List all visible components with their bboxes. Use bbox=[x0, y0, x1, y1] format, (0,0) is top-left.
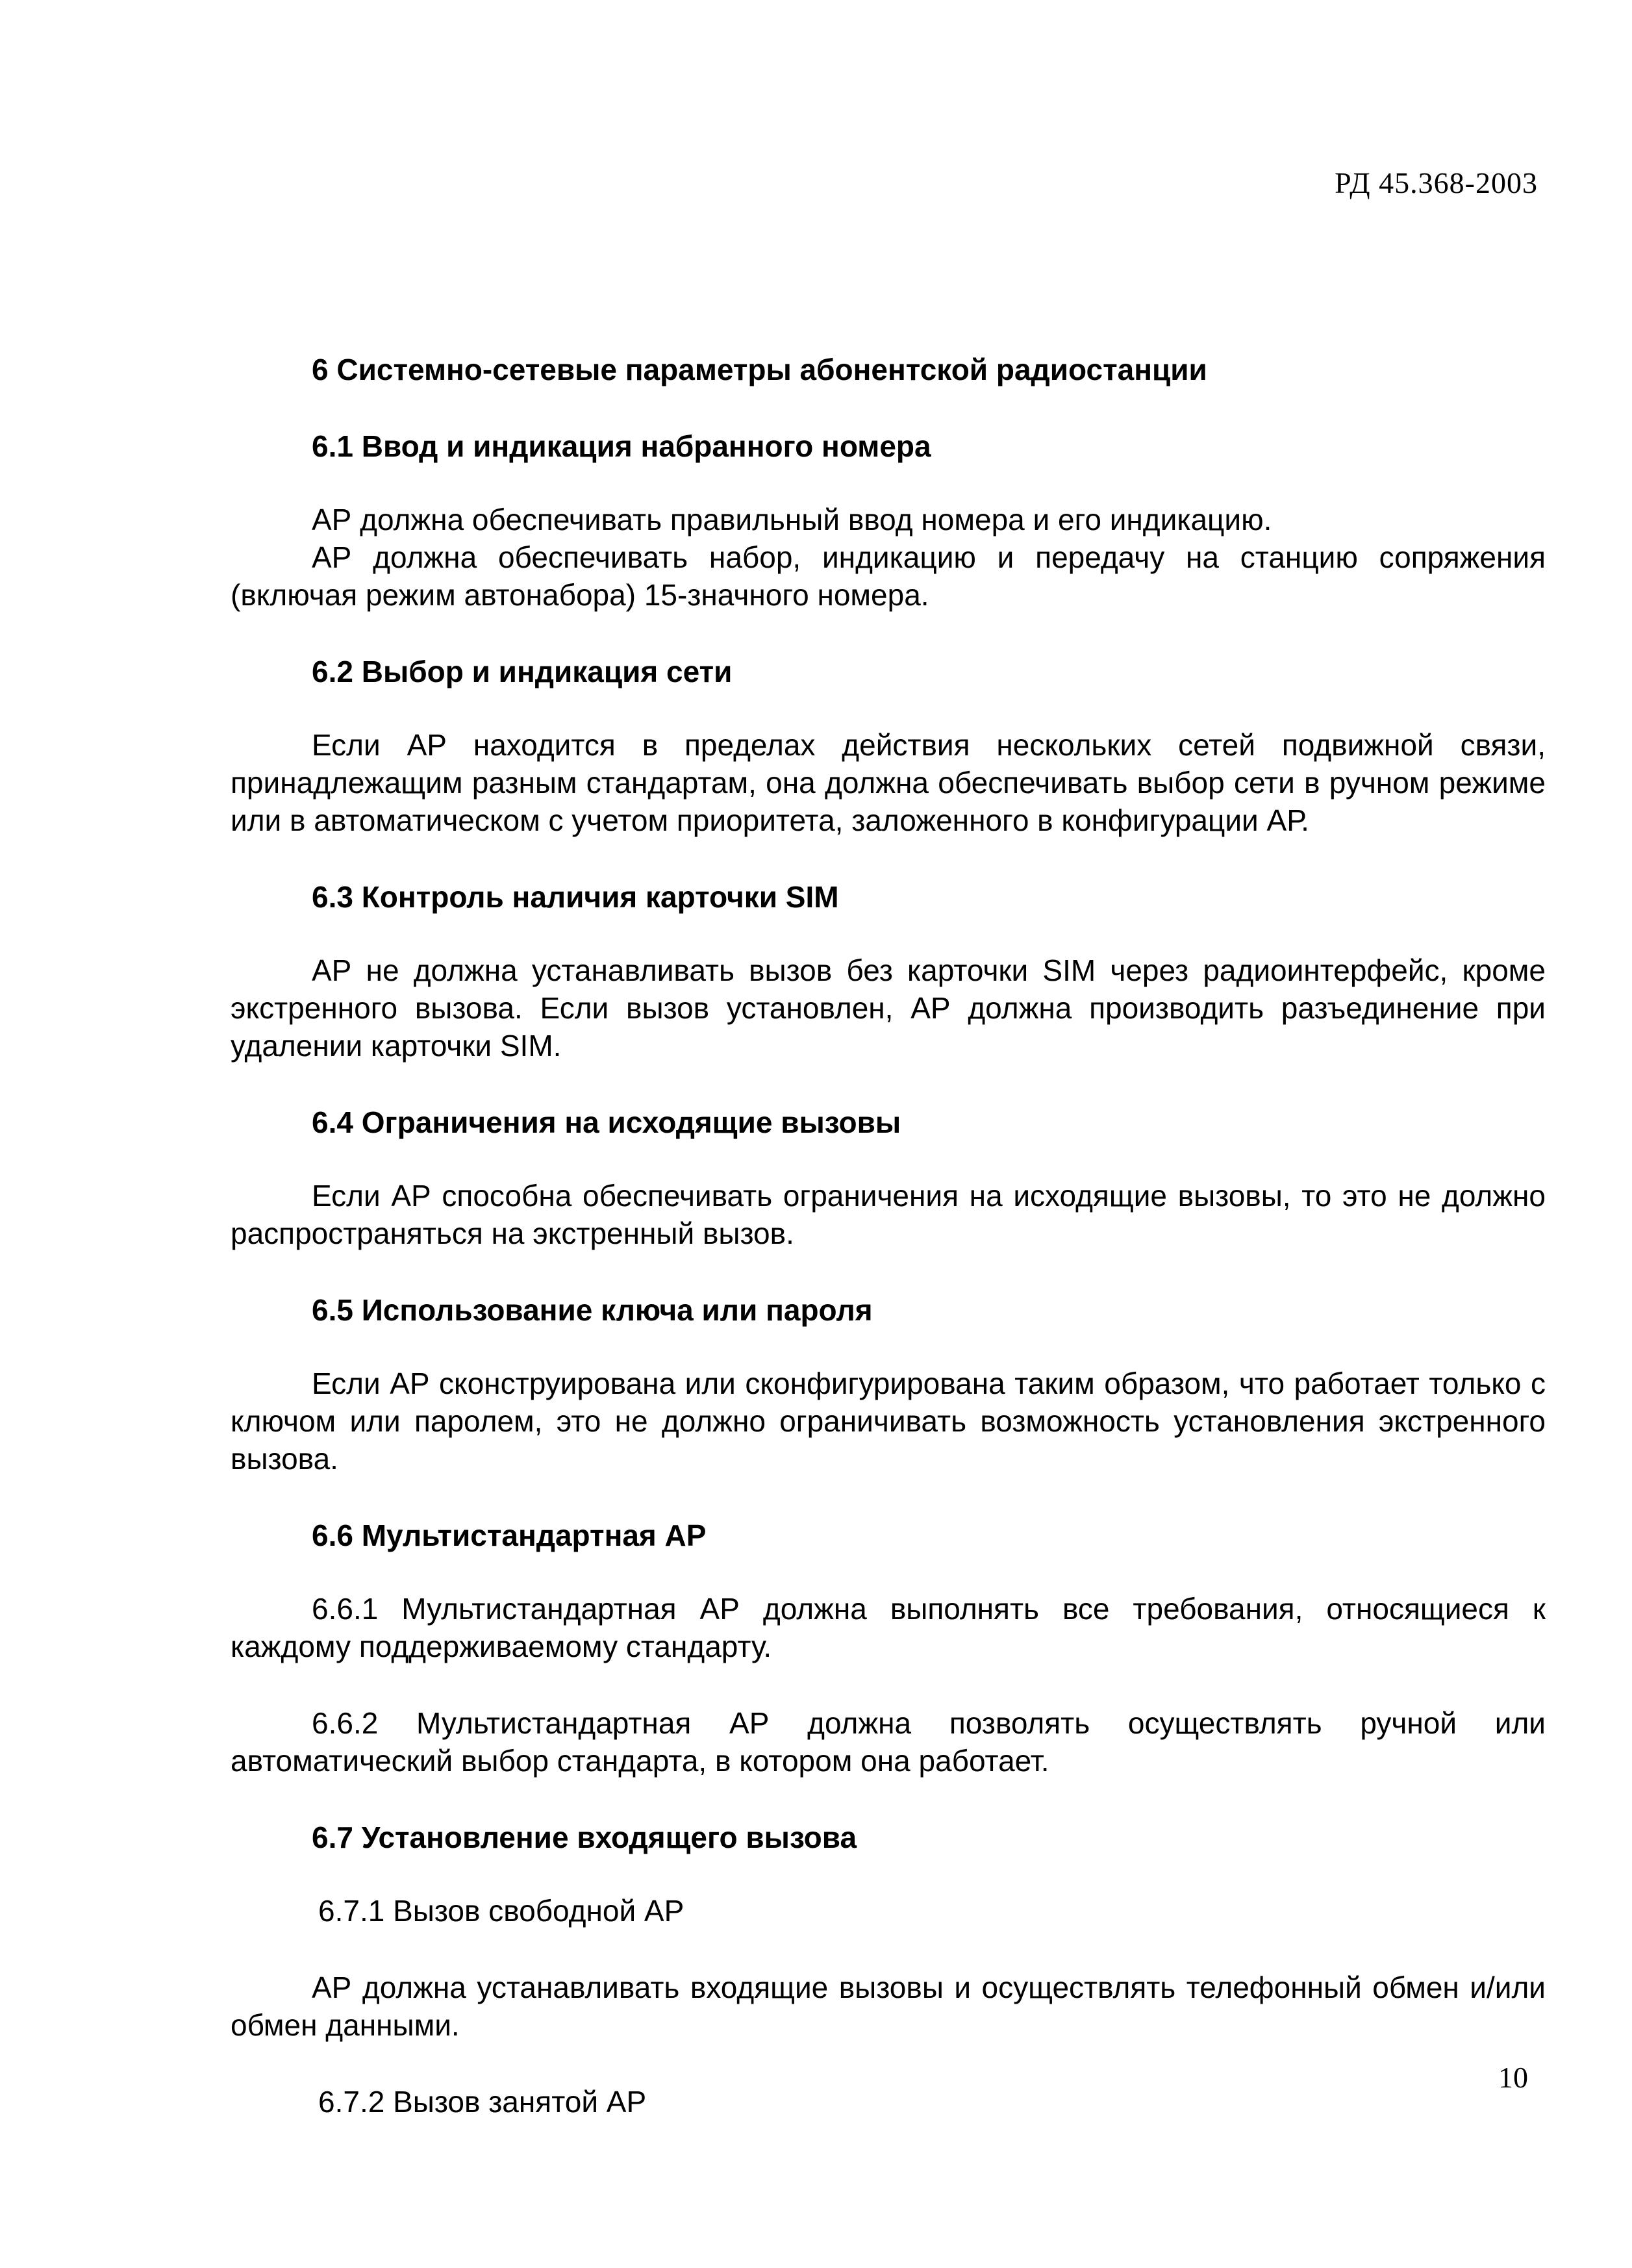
section-6-2-paragraph: Если АР находится в пределах действия нескольких сетей подвижной связи, принадлежащим разным стандартам, она должна обеспечивать выбор сети в ручном режиме или в автоматическом с учетом приоритета, заложенного в конфигурации АР. bbox=[231, 728, 1546, 837]
document-code: РД 45.368-2003 bbox=[1335, 166, 1538, 199]
section-6-6-2-paragraph: 6.6.2 Мультистандартная АР должна позволять осуществлять ручной или автоматический выбор стандарта, в котором она работает. bbox=[231, 1706, 1546, 1778]
section-6-7-2-title: 6.7.2 Вызов занятой АР bbox=[318, 2085, 647, 2119]
section-6-6-1-paragraph: 6.6.1 Мультистандартная АР должна выполнять все требования, относящиеся к каждому поддерживаемому стандарту. bbox=[231, 1592, 1546, 1663]
page-number: 10 bbox=[1498, 2061, 1528, 2094]
section-6-2-title: 6.2 Выбор и индикация сети bbox=[312, 655, 733, 688]
section-6-3-title: 6.3 Контроль наличия карточки SIM bbox=[312, 880, 839, 914]
section-6-5-title: 6.5 Использование ключа или пароля bbox=[312, 1293, 873, 1327]
section-6-title: 6 Системно-сетевые параметры абонентской радиостанции bbox=[312, 353, 1207, 386]
section-6-1-paragraph-2: АР должна обеспечивать набор, индикацию и передачу на станцию сопряжения (включая режим автонабора) 15-значного номера. bbox=[231, 540, 1546, 612]
document-body bbox=[231, 351, 1546, 2121]
section-6-4-title: 6.4 Ограничения на исходящие вызовы bbox=[312, 1105, 901, 1139]
section-6-4-paragraph: Если АР способна обеспечивать ограничения на исходящие вызовы, то это не должно распространяться на экстренный вызов. bbox=[231, 1179, 1546, 1250]
section-6-1-title: 6.1 Ввод и индикация набранного номера bbox=[312, 429, 931, 463]
section-6-3-paragraph: АР не должна устанавливать вызов без карточки SIM через радиоинтерфейс, кроме экстренного вызова. Если вызов установлен, АР должна производить разъединение при удалении карточки SIM. bbox=[231, 953, 1546, 1063]
section-6-5-paragraph: Если АР сконструирована или сконфигурирована таким образом, что работает только с ключом или паролем, это не должно ограничивать возможность установления экстренного вызова. bbox=[231, 1367, 1546, 1476]
section-6-7-1-paragraph: АР должна устанавливать входящие вызовы и осуществлять телефонный обмен и/или обмен данными. bbox=[231, 1971, 1546, 2042]
section-6-7-title: 6.7 Установление входящего вызова bbox=[312, 1821, 857, 1854]
section-6-6-title: 6.6 Мультистандартная АР bbox=[312, 1518, 707, 1552]
section-6-1-paragraph-1: АР должна обеспечивать правильный ввод номера и его индикацию. bbox=[312, 503, 1272, 536]
section-6-7-1-title: 6.7.1 Вызов свободной АР bbox=[318, 1894, 684, 1928]
